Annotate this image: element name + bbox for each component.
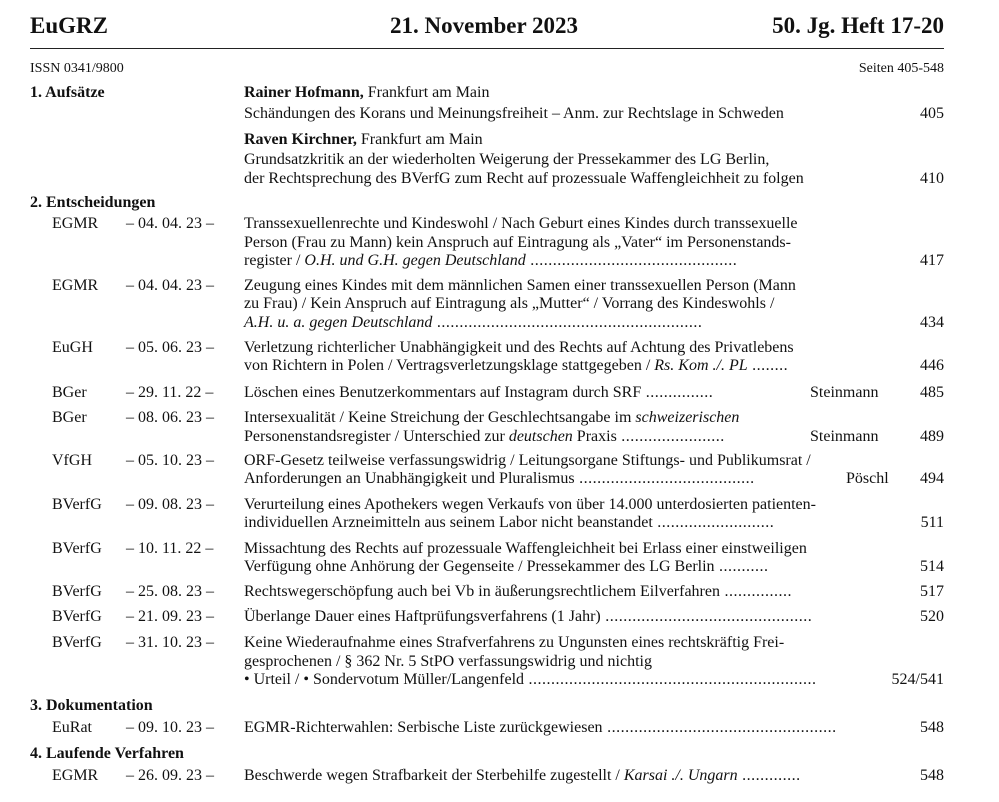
decision-5-line-2-text: Personenstandsregister / Unterschied zur: [244, 428, 509, 445]
section-laufende-verfahren: 4. Laufende Verfahren: [30, 745, 184, 762]
journal-title: EuGRZ: [30, 13, 108, 38]
article-2-author: Raven Kirchner,: [244, 131, 357, 148]
decision-1-date: – 04. 04. 23 –: [126, 215, 214, 232]
decision-9-date: – 25. 08. 23 –: [126, 583, 214, 600]
decision-11-court: BVerfG: [52, 634, 102, 651]
decision-2-line-2: zu Frau) / Kein Anspruch auf Eintragung als „Mutter“ / Vorrang des Kindeswohls /: [244, 295, 775, 312]
decision-8-page: 514: [920, 558, 944, 575]
pending-text: Beschwerde wegen Strafbarkeit der Sterbehilfe zugestellt /: [244, 767, 624, 784]
article-2-author-line: [244, 131, 483, 149]
decision-4-page: 485: [920, 384, 944, 401]
decision-9-line-1: [244, 583, 792, 601]
decision-7-leader: ..........................: [652, 514, 775, 531]
decision-2-line-1: Zeugung eines Kindes mit dem männlichen Samen einer transsexuellen Person (Mann: [244, 277, 796, 294]
decision-4-court: BGer: [52, 384, 87, 401]
decision-11-line-1: Keine Wiederaufnahme eines Strafverfahrens zu Ungunsten eines rechtskräftig Frei-: [244, 634, 785, 651]
decision-6-annotator: Pöschl: [846, 470, 889, 487]
article-1-title: Schändungen des Korans und Meinungsfreiheit – Anm. zur Rechtslage in Schweden: [244, 105, 784, 122]
decision-5-italic-2: deutschen: [508, 428, 573, 445]
decision-2-leader: ...........................................................: [432, 314, 703, 331]
decision-7-court: BVerfG: [52, 496, 102, 513]
page-range: Seiten 405-548: [858, 61, 944, 76]
decision-10-page: 520: [920, 608, 944, 625]
issue-number: 50. Jg. Heft 17-20: [772, 13, 944, 38]
decision-10-court: BVerfG: [52, 608, 102, 625]
decision-7-line-2: [244, 514, 774, 532]
decision-8-court: BVerfG: [52, 540, 102, 557]
documentation-page: 548: [920, 719, 944, 736]
decision-7-page: 511: [920, 514, 944, 531]
decision-9-line-1-text: Rechtswegerschöpfung auch bei Vb in äußerungsrechtlichem Eilverfahren: [244, 583, 720, 600]
article-2-title-2: der Rechtsprechung des BVerfG zum Recht auf prozessuale Waffengleichheit zu folgen: [244, 170, 804, 187]
article-1-page: 405: [920, 105, 944, 122]
decision-3-page: 446: [920, 357, 944, 374]
decision-2-line-3: [244, 314, 702, 332]
article-1-place: Frankfurt am Main: [363, 84, 490, 101]
pending-page: 548: [920, 767, 944, 784]
article-2-place: Frankfurt am Main: [356, 131, 483, 148]
decision-9-court: BVerfG: [52, 583, 102, 600]
decision-3-line-2-text: von Richtern in Polen / Vertragsverletzungsklage stattgegeben /: [244, 357, 655, 374]
decision-1-page: 417: [920, 252, 944, 269]
decision-4-date: – 29. 11. 22 –: [126, 384, 214, 401]
decision-1-line-2: Person (Frau zu Mann) kein Anspruch auf Eintragung als „Vater“ im Personenstands-: [244, 234, 791, 251]
decision-5-court: BGer: [52, 409, 87, 426]
decision-9-leader: ...............: [719, 583, 792, 600]
decision-2-court: EGMR: [52, 277, 99, 294]
documentation-date: – 09. 10. 23 –: [126, 719, 214, 736]
decision-11-leader: ................................................................: [524, 671, 817, 688]
decision-8-line-2-text: Verfügung ohne Anhörung der Gegenseite / Pressekammer des LG Berlin: [244, 558, 715, 575]
decision-9-page: 517: [920, 583, 944, 600]
decision-3-court: EuGH: [52, 339, 93, 356]
decision-6-line-2-text: Anforderungen an Unabhängigkeit und Pluralismus: [244, 470, 575, 487]
decision-8-line-2: [244, 558, 769, 576]
decision-10-leader: ..............................................: [600, 608, 813, 625]
decision-3-leader: ........: [747, 357, 789, 374]
pending-parties: Karsai ./. Ungarn: [623, 767, 738, 784]
decision-11-line-3-text: • Urteil / • Sondervotum Müller/Langenfeld: [244, 671, 525, 688]
issue-date: 21. November 2023: [390, 13, 579, 38]
decision-4-line-1: [244, 384, 713, 402]
decision-6-page: 494: [920, 470, 944, 487]
decision-7-line-2-text: individuellen Arzneimitteln aus seinem Labor nicht beanstandet: [244, 514, 653, 531]
decision-1-parties: O.H. und G.H. gegen Deutschland: [304, 252, 526, 269]
decision-10-date: – 21. 09. 23 –: [126, 608, 214, 625]
pending-leader: .............: [737, 767, 801, 784]
decision-7-line-1: Verurteilung eines Apothekers wegen Verkaufs von über 14.000 unterdosierten patienten-: [244, 496, 816, 513]
decision-6-line-2: [244, 470, 755, 488]
decision-2-date: – 04. 04. 23 –: [126, 277, 214, 294]
decision-6-date: – 05. 10. 23 –: [126, 452, 214, 469]
documentation-court: EuRat: [52, 719, 92, 736]
section-dokumentation: 3. Dokumentation: [30, 697, 153, 714]
decision-4-annotator: Steinmann: [810, 384, 879, 401]
decision-5-line-1-text: Intersexualität / Keine Streichung der Geschlechtsangabe im: [244, 409, 636, 426]
decision-3-case: Rs. Kom ./. PL: [654, 357, 748, 374]
decision-6-line-1: ORF-Gesetz teilweise verfassungswidrig / Leitungsorgane Stiftungs- und Publikumsrat /: [244, 452, 811, 469]
documentation-leader: ...................................................: [602, 719, 837, 736]
article-1-author: Rainer Hofmann,: [244, 84, 364, 101]
decision-5-date: – 08. 06. 23 –: [126, 409, 214, 426]
decision-5-page: 489: [920, 428, 944, 445]
decision-3-date: – 05. 06. 23 –: [126, 339, 214, 356]
decision-1-line-3: [244, 252, 737, 270]
decision-11-page: 524/541: [891, 671, 944, 688]
decision-3-line-2: [244, 357, 788, 375]
decision-6-leader: .......................................: [574, 470, 755, 487]
pending-date: – 26. 09. 23 –: [126, 767, 214, 784]
decision-11-line-2: gesprochenen / § 362 Nr. 5 StPO verfassungswidrig und nichtig: [244, 653, 652, 670]
issn: ISSN 0341/9800: [30, 61, 124, 76]
decision-1-court: EGMR: [52, 215, 99, 232]
article-1-author-line: [244, 84, 489, 102]
decision-8-line-1: Missachtung des Rechts auf prozessuale Waffengleichheit bei Erlass einer einstweiligen: [244, 540, 807, 557]
decision-5-leader: .......................: [616, 428, 725, 445]
decision-10-line-1: [244, 608, 812, 626]
article-2-page: 410: [920, 170, 944, 187]
pending-court: EGMR: [52, 767, 99, 784]
decision-1-line-3-text: register /: [244, 252, 305, 269]
decision-3-line-1: Verletzung richterlicher Unabhängigkeit und des Rechts auf Achtung des Privatlebens: [244, 339, 794, 356]
decision-5-italic-1: schweizerischen: [635, 409, 740, 426]
documentation-text: EGMR-Richterwahlen: Serbische Liste zurückgewiesen: [244, 719, 603, 736]
decision-4-line-1-text: Löschen eines Benutzerkommentars auf Instagram durch SRF: [244, 384, 642, 401]
article-2-title-1: Grundsatzkritik an der wiederholten Weigerung der Pressekammer des LG Berlin,: [244, 151, 770, 168]
decision-5-line-2: [244, 428, 725, 446]
header-rule: [30, 48, 944, 49]
decision-2-parties: A.H. u. a. gegen Deutschland: [244, 314, 433, 331]
decision-1-leader: ..............................................: [525, 252, 738, 269]
decision-8-leader: ...........: [714, 558, 769, 575]
documentation-line: [244, 719, 837, 737]
decision-8-date: – 10. 11. 22 –: [126, 540, 214, 557]
decision-2-page: 434: [920, 314, 944, 331]
decision-4-leader: ...............: [641, 384, 714, 401]
decision-11-date: – 31. 10. 23 –: [126, 634, 214, 651]
decision-11-line-3: [244, 671, 817, 689]
decision-5-line-2-end: Praxis: [572, 428, 617, 445]
decision-5-line-1: [244, 409, 739, 427]
decision-5-annotator: Steinmann: [810, 428, 879, 445]
decision-1-line-1: Transsexuellenrechte und Kindeswohl / Nach Geburt eines Kindes durch transsexuelle: [244, 215, 798, 232]
decision-10-line-1-text: Überlange Dauer eines Haftprüfungsverfahrens (1 Jahr): [244, 608, 601, 625]
section-entscheidungen: 2. Entscheidungen: [30, 194, 156, 211]
decision-7-date: – 09. 08. 23 –: [126, 496, 214, 513]
section-aufsaetze: 1. Aufsätze: [30, 84, 105, 101]
decision-6-court: VfGH: [52, 452, 92, 469]
pending-line: [244, 767, 801, 785]
